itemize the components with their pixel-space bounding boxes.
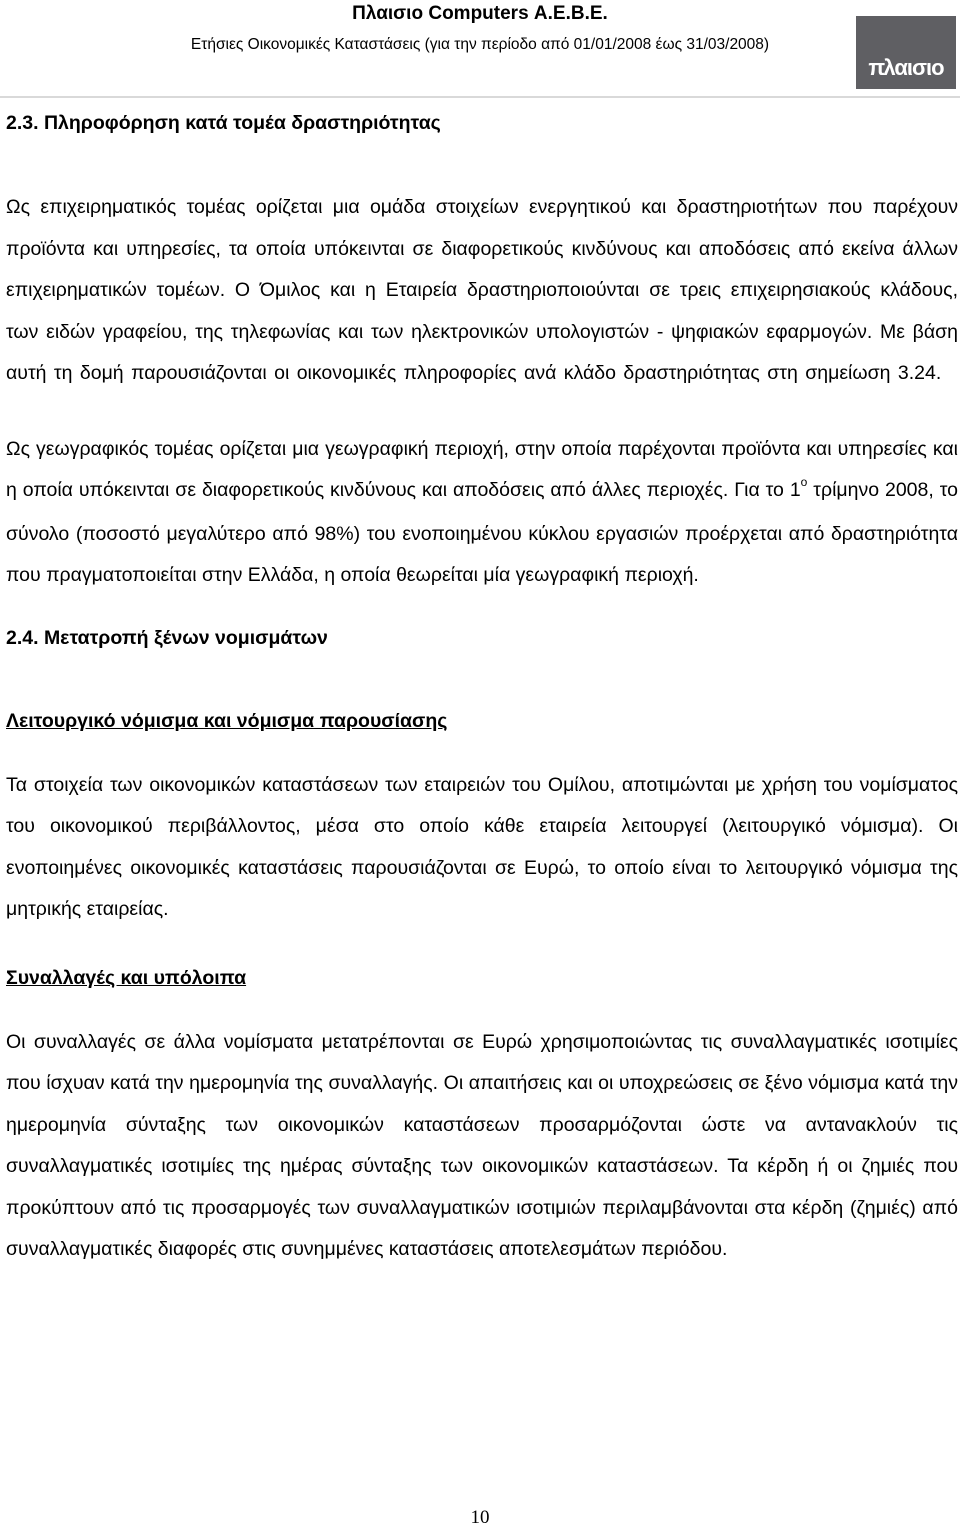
section-2-4-heading: 2.4. Μετατροπή ξένων νομισμάτων bbox=[6, 626, 328, 649]
section-2-3-paragraph-1: Ως επιχειρηματικός τομέας ορίζεται μια ομάδα στοιχείων ενεργητικού και δραστηριοτήτων που παρέχουν προϊόντα και υπηρεσίες, τα οποία υπόκεινται σε διαφορετικούς κινδύνους και αποδόσεις από εκείνα άλλων επιχειρηματικών τομέων. Ο Όμιλος και η Εταιρεία δραστηριοποιούνται σε τρεις επιχειρησιακούς κλάδους, των ειδών γραφείου, της τηλεφωνίας και των ηλεκτρονικών υπολογιστών - ψηφιακών εφαρμογών. Με βάση αυτή τη δομή παρουσιάζονται οι οικονομικές πληροφορίες ανά κλάδο δραστηριότητας στη σημείωση 3.24. bbox=[6, 196, 958, 384]
logo-text: πλαισιο bbox=[868, 55, 944, 80]
paragraph-2-text-a: Ως γεωγραφικός τομέας ορίζεται μια γεωγραφική περιοχή, στην οποία παρέχονται προϊόντα και υπηρεσίες και η οποία υπόκεινται σε διαφορετικούς κινδύνους και αποδόσεις από άλλες περιοχές. Για το 1 bbox=[6, 437, 958, 501]
section-2-3-paragraph-2 bbox=[6, 429, 958, 597]
paragraph-2-text-b: τρίμηνο 2008, το σύνολο (ποσοστό μεγαλύτερο από 98%) του ενοποιημένου κύκλου εργασιών προέρχεται από δραστηριότητα που πραγματοποιείται στην Ελλάδα, η οποία θεωρείται μία γεωγραφική περιοχή. bbox=[6, 479, 958, 586]
header-divider bbox=[0, 96, 960, 98]
page-number: 10 bbox=[470, 1507, 490, 1528]
subsection-transactions-heading: Συναλλαγές και υπόλοιπα bbox=[6, 966, 247, 989]
company-logo bbox=[856, 16, 956, 89]
header-company-name: Πλαισιο Computers Α.Ε.Β.Ε. bbox=[352, 3, 608, 24]
section-2-3-heading: 2.3. Πληροφόρηση κατά τομέα δραστηριότητας bbox=[6, 112, 441, 134]
subsection-functional-currency-paragraph: Τα στοιχεία των οικονομικών καταστάσεων των εταιρειών του Ομίλου, αποτιμώνται με χρήση του νομίσματος του οικονομικού περιβάλλοντος, μέσα στο οποίο κάθε εταιρεία λειτουργεί (λειτουργικό νόμισμα). Οι ενοποιημένες οικονομικές καταστάσεις παρουσιάζονται σε Ευρώ, το οποίο είναι το λειτουργικό νόμισμα της μητρικής εταιρείας. bbox=[6, 773, 958, 920]
document-body bbox=[6, 108, 958, 1271]
header-report-period: Ετήσιες Οικονομικές Καταστάσεις (για την περίοδο από 01/01/2008 έως 31/03/2008) bbox=[190, 36, 770, 53]
superscript-o: ο bbox=[800, 475, 808, 489]
subsection-functional-currency-heading: Λειτουργικό νόμισμα και νόμισμα παρουσίασης bbox=[6, 709, 448, 732]
subsection-transactions-paragraph: Οι συναλλαγές σε άλλα νομίσματα μετατρέπονται σε Ευρώ χρησιμοποιώντας τις συναλλαγματικές ισοτιμίες που ίσχυαν κατά την ημερομηνία της συναλλαγής. Οι απαιτήσεις και οι υποχρεώσεις σε ξένο νόμισμα κατά την ημερομηνία σύνταξης των οικονομικών καταστάσεων προσαρμόζονται ώστε να αντανακλούν τις συναλλαγματικές ισοτιμίες της ημέρας σύνταξης των οικονομικών καταστάσεων. Τα κέρδη ή οι ζημιές που προκύπτουν από τις προσαρμογές των συναλλαγματικών ισοτιμιών περιλαμβάνονται στα κέρδη (ζημιές) από συναλλαγματικές διαφορές στις συνημμένες καταστάσεις αποτελεσμάτων περιόδου. bbox=[6, 1030, 958, 1260]
